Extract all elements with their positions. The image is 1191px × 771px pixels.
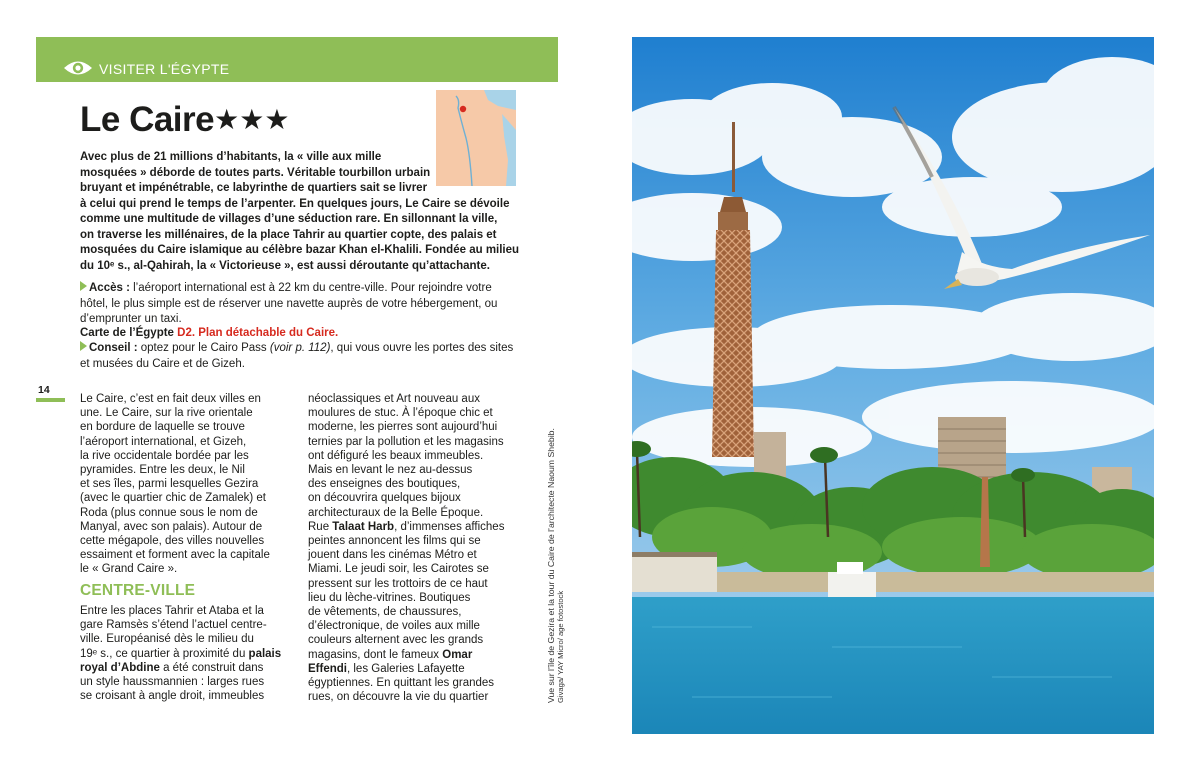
page-number: 14 (38, 384, 50, 396)
body-line (80, 661, 263, 675)
body-line: Entre les places Tahrir et Ataba et la (80, 605, 264, 617)
access-info-line: d’emprunter un taxi. (80, 313, 182, 325)
intro-line: à celui qui prend le temps de l’arpenter. En quelques jours, Le Caire se dévoile (80, 197, 510, 210)
intro-line: bruyant et impénétrable, ce labyrinthe de quartiers sait se livrer (80, 182, 428, 194)
body-line: ville. Européanisé dès le milieu du (80, 633, 254, 646)
body-line: et ses îles, parmi lesquelles Gezira (80, 478, 259, 491)
body-line: couleurs alternent avec les grands (308, 634, 484, 647)
map-ref-label: Carte de l’Égypte (80, 327, 174, 339)
body-line: Miami. Le jeudi soir, les Cairotes se (308, 563, 489, 576)
access-info-line: hôtel, le plus simple est de réserver une navette auprès de votre hébergement, ou (80, 297, 498, 310)
body-line: une. Le Caire, sur la rive orientale (80, 407, 253, 420)
body-line: architecturaux de la Belle Époque. (308, 506, 484, 519)
photo-caption: Vue sur l’île de Gezira et la tour du Caire de l’architecte Naoum Shebib. (546, 428, 556, 703)
cairo-tower-photo (632, 37, 1154, 734)
body-line: des enseignes des boutiques, (308, 478, 461, 491)
body-line: de vêtements, de chaussures, (308, 606, 462, 618)
body-line: Roda (plus connue sous le nom de (80, 506, 258, 519)
map-reference (80, 326, 520, 342)
body-line: moulures de stuc. À l’époque chic et (308, 407, 493, 420)
body-line: moderne, les pierres sont aujourd’hui (308, 421, 498, 434)
photo-credit: Givaga/ YAY Micro/ age fotostock (556, 590, 565, 703)
body-line: le « Grand Caire ». (80, 563, 178, 576)
section-label: VISITER L'ÉGYPTE (99, 61, 230, 77)
tip-text-after: , qui vous ouvre les portes des sites (330, 342, 514, 354)
body-line: Le Caire, c’est en fait deux villes en (80, 393, 261, 405)
body-text: magasins, dont le fameux (308, 648, 443, 661)
bold-term: Omar (442, 648, 473, 661)
triangle-bullet-icon (80, 281, 87, 291)
tip-page-ref: (voir p. 112) (269, 342, 331, 354)
centre-ville-heading: CENTRE-VILLE (80, 582, 196, 599)
body-line: pyramides. Entre les deux, le Nil (80, 464, 245, 476)
page-number-rule (36, 398, 65, 402)
body-line (308, 520, 504, 534)
body-line: se croisant à angle droit, immeubles (80, 690, 265, 703)
body-line: un style haussmannien : larges rues (80, 676, 265, 688)
triangle-bullet-icon (80, 341, 87, 351)
bold-term: Talaat Harb (332, 520, 395, 533)
body-line: ternies par la pollution et les magasins (308, 435, 504, 448)
tip-info (80, 341, 520, 357)
body-text: , les Galeries Lafayette (346, 662, 465, 675)
bold-term: palais (248, 647, 282, 660)
eye-icon (63, 59, 93, 77)
body-text: Rue (308, 520, 333, 533)
photo-caption-block (546, 403, 565, 703)
page-title (80, 98, 289, 142)
body-line: lieu du lèche-vitrines. Boutiques (308, 591, 471, 604)
body-line: essaiment et forment avec la capitale (80, 549, 270, 562)
intro-line: on traverse les millénaires, de la place Tahrir au quartier copte, des palais et (80, 228, 497, 241)
title-text: Le Caire (80, 100, 215, 139)
rating-stars: ★★★ (214, 104, 290, 135)
access-label: Accès : (89, 282, 130, 294)
body-line: on découvrira quelques bijoux (308, 492, 461, 505)
intro-line: du 10ᵉ s., al-Qahirah, la « Victorieuse », est aussi déroutante qu’attachante. (80, 259, 490, 272)
body-line: ont défiguré les beaux immeubles. (308, 449, 484, 462)
body-line: Manyal, avec son palais). Autour de (80, 520, 263, 533)
access-text: l’aéroport international est à 22 km du centre-ville. Pour rejoindre votre (129, 282, 492, 294)
intro-line: comme une multitude de villages d’une séduction rare. En sillonnant la ville, (80, 213, 498, 225)
body-line: gare Ramsès s’étend l’actuel centre- (80, 619, 267, 632)
intro-line: Avec plus de 21 millions d’habitants, la « ville aux mille (80, 151, 382, 163)
body-line: égyptiennes. En quittant les grandes (308, 677, 495, 689)
bold-term: Effendi (308, 662, 347, 675)
body-line: peintes annoncent les films qui se (308, 535, 481, 547)
map-ref-code: D2. Plan détachable du Caire. (177, 327, 339, 339)
bold-term: royal d’Abdine (80, 661, 160, 674)
body-line: rues, on découvre la vie du quartier (308, 691, 489, 704)
body-line: en bordure de laquelle se trouve (80, 421, 245, 434)
body-line: pressent sur les trottoirs de ce haut (308, 577, 488, 590)
body-line: l’aéroport international, et Gizeh, (80, 435, 247, 448)
body-text: 19ᵉ s., ce quartier à proximité du (80, 647, 249, 660)
body-line: Mais en levant le nez au-dessus (308, 464, 473, 476)
body-text: , d’immenses affiches (394, 520, 505, 533)
body-line (308, 662, 465, 676)
tip-info-line: et musées du Caire et de Gizeh. (80, 357, 245, 370)
body-line: (avec le quartier chic de Zamalek) et (80, 492, 266, 505)
body-line: jouent dans les cinémas Métro et (308, 549, 477, 562)
body-line: cette mégapole, des villes nouvelles (80, 535, 265, 547)
intro-line: mosquées » déborde de toutes parts. Véritable tourbillon urbain (80, 166, 431, 179)
tip-text: optez pour le Cairo Pass (137, 342, 270, 354)
access-info (80, 281, 520, 297)
body-text: a été construit dans (159, 661, 264, 674)
body-line (308, 648, 472, 662)
body-line (80, 647, 281, 661)
body-line: néoclassiques et Art nouveau aux (308, 393, 480, 405)
intro-line: mosquées du Caire islamique au célèbre bazar Khan el-Khalili. Fondée au milieu (80, 244, 520, 256)
body-line: d’électronique, de voiles aux mille (308, 620, 480, 633)
body-line: la rive occidentale bordée par les (80, 449, 249, 462)
tip-label: Conseil : (89, 342, 138, 354)
